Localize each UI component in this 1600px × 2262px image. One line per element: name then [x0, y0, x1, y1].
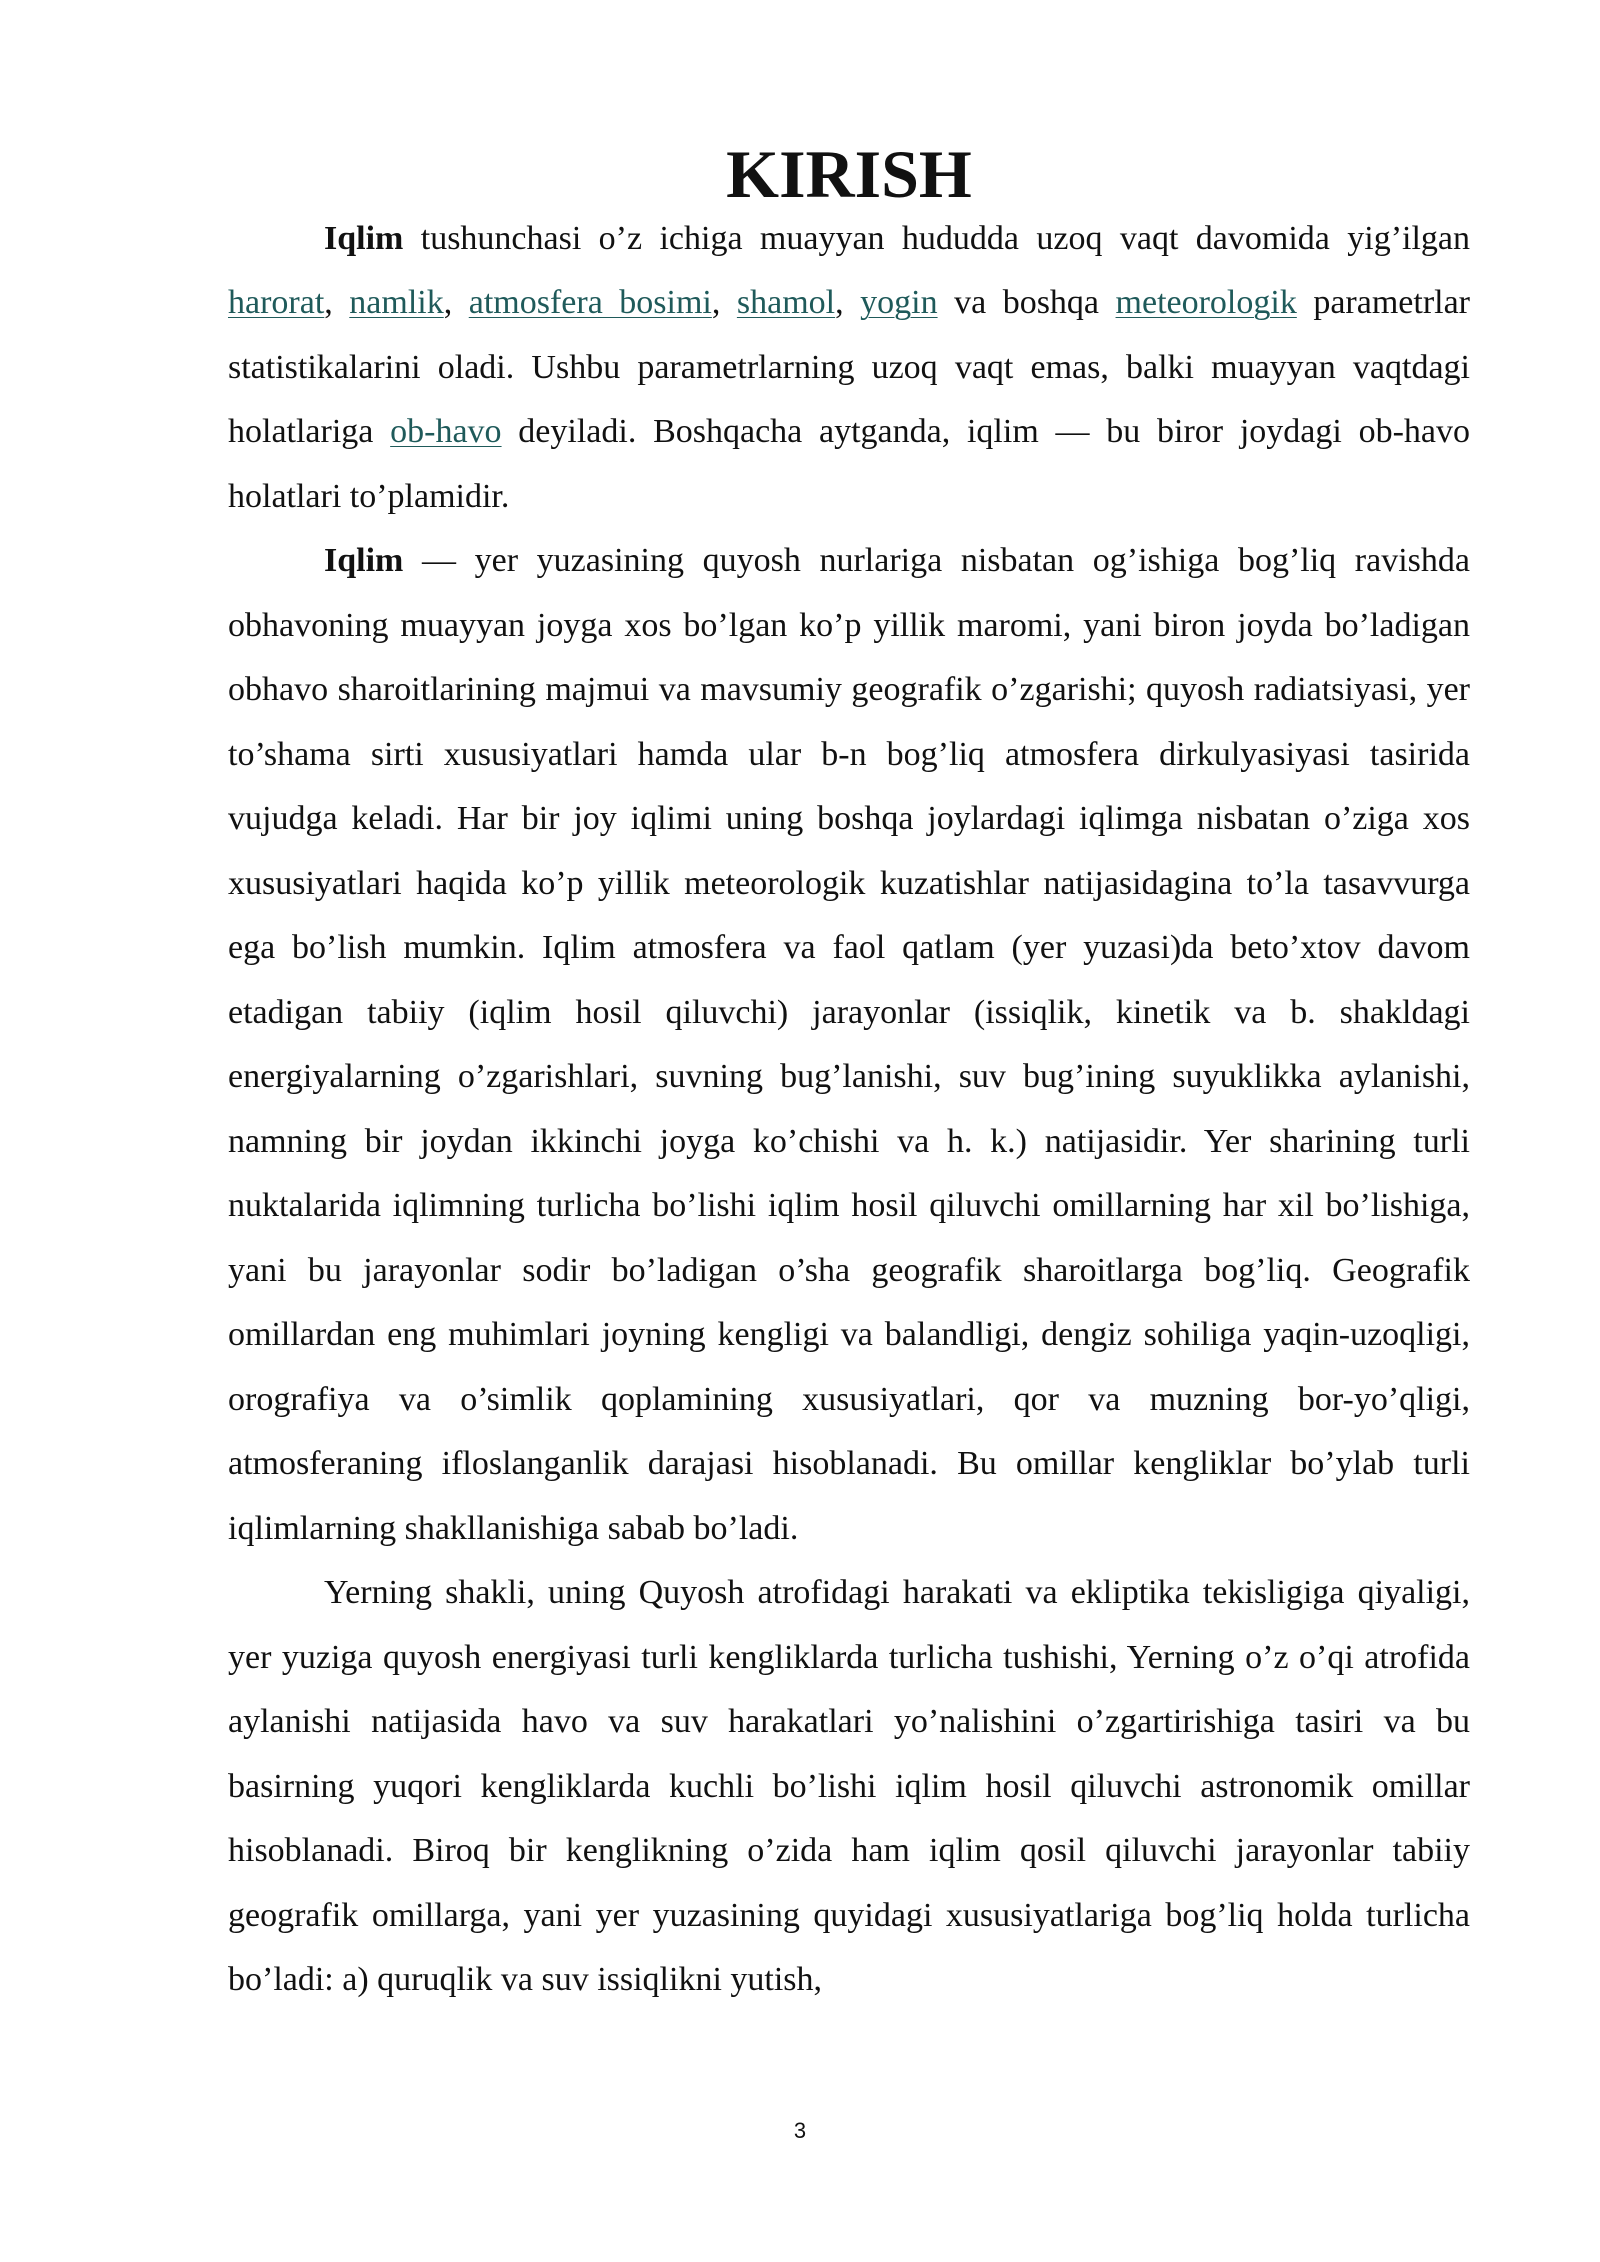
- separator: ,: [324, 284, 350, 321]
- link-shamol[interactable]: shamol: [736, 284, 836, 321]
- term-iqlim-1: Iqlim: [324, 219, 404, 257]
- separator: ,: [835, 284, 861, 321]
- link-harorat[interactable]: harorat: [228, 284, 325, 321]
- paragraph-1-text-4: deyiladi. Boshqacha aytganda, iqlim — bu biror joydagi ob-havo holatlari to’plamidir.: [228, 413, 1470, 515]
- separator: ,: [443, 284, 469, 321]
- link-meteorologik[interactable]: meteorologik: [1115, 284, 1297, 321]
- paragraph-1-text-1: tushunchasi o’z ichiga muayyan hududda uzoq vaqt davomida yig’ilgan: [403, 219, 1470, 257]
- paragraph-2: [228, 529, 1470, 1561]
- paragraph-3-text: Yerning shakli, uning Quyosh atrofidagi harakati va ekliptika tekisligiga qiyaligi, yer yuziga quyosh energiyasi turli kengliklarda turlicha tushishi, Yerning o’z o’qi atrofida aylanishi natijasida havo va suv harakatlari yo’nalishini o’zgartirishiga tasiri va bu basirning yuqori kengliklarda kuchli bo’lishi iqlim hosil qiluvchi astronomik omillar hisoblanadi. Biroq bir kenglikning o’zida ham iqlim qosil qiluvchi jarayonlar tabiiy geografik omillarga, yani yer yuzasining quyidagi xususiyatlariga bog’liq holda turlicha bo’ladi: a) quruqlik va suv issiqlikni yutish,: [228, 1574, 1470, 1998]
- page-number: 3: [793, 2118, 807, 2143]
- section-title: KIRISH: [726, 136, 972, 212]
- link-ob-havo[interactable]: ob-havo: [390, 413, 502, 450]
- paragraph-3: [228, 1561, 1470, 2013]
- paragraph-1-text-2: va boshqa: [937, 284, 1116, 321]
- paragraph-1-text-3: parametrlar statistikalarini oladi. Ushbu parametrlarning uzoq vaqt emas, balki muayyan vaqtdagi holatlariga: [228, 284, 1471, 450]
- page-content: [228, 136, 1471, 2013]
- paragraph-2-text: — yer yuzasining quyosh nurlariga nisbatan og’ishiga bog’liq ravishda obhavoning muayyan joyga xos bo’lgan ko’p yillik maromi, yani biron joyda bo’ladigan obhavo sharoitlarining majmui va mavsumiy geografik o’zgarishi; quyosh radiatsiyasi, yer to’shama sirti xususiyatlari hamda ular b-n bog’liq atmosfera dirkulyasiyasi tasirida vujudga keladi. Har bir joy iqlimi uning boshqa joylardagi iqlimga nisbatan o’ziga xos xususiyatlari haqida ko’p yillik meteorologik kuzatishlar natijasidagina to’la tasavvurga ega bo’lish mumkin. Iqlim atmosfera va faol qatlam (yer yuzasi)da beto’xtov davom etadigan tabiiy (iqlim hosil qiluvchi) jarayonlar (issiqlik, kinetik va b. shakldagi energiyalarning o’zgarishlari, suvning bug’lanishi, suv bug’ining suyuklikka aylanishi, namning bir joydan ikkinchi joyga ko’chishi va h. k.) natijasidir. Yer sharining turli nuktalarida iqlimning turlicha bo’lishi iqlim hosil qiluvchi omillarning har xil bo’lishiga, yani bu jarayonlar sodir bo’ladigan o’sha geografik sharoitlarga bog’liq. Geografik omillardan eng muhimlari joyning kengligi va balandligi, dengiz sohiliga yaqin-uzoqligi, orografiya va o’simlik qoplamining xususiyatlari, qor va muzning bor-yo’qligi, atmosferaning ifloslanganlik darajasi hisoblanadi. Bu omillar kengliklar bo’ylab turli iqlimlarning shakllanishiga sabab bo’ladi.: [228, 542, 1470, 1547]
- separator: ,: [711, 284, 737, 321]
- link-namlik[interactable]: namlik: [349, 284, 444, 321]
- link-yogin[interactable]: yogin: [860, 284, 938, 321]
- link-atmosfera-bosimi[interactable]: atmosfera bosimi: [468, 284, 712, 321]
- paragraph-1: [228, 207, 1470, 530]
- term-iqlim-2: Iqlim: [324, 542, 404, 579]
